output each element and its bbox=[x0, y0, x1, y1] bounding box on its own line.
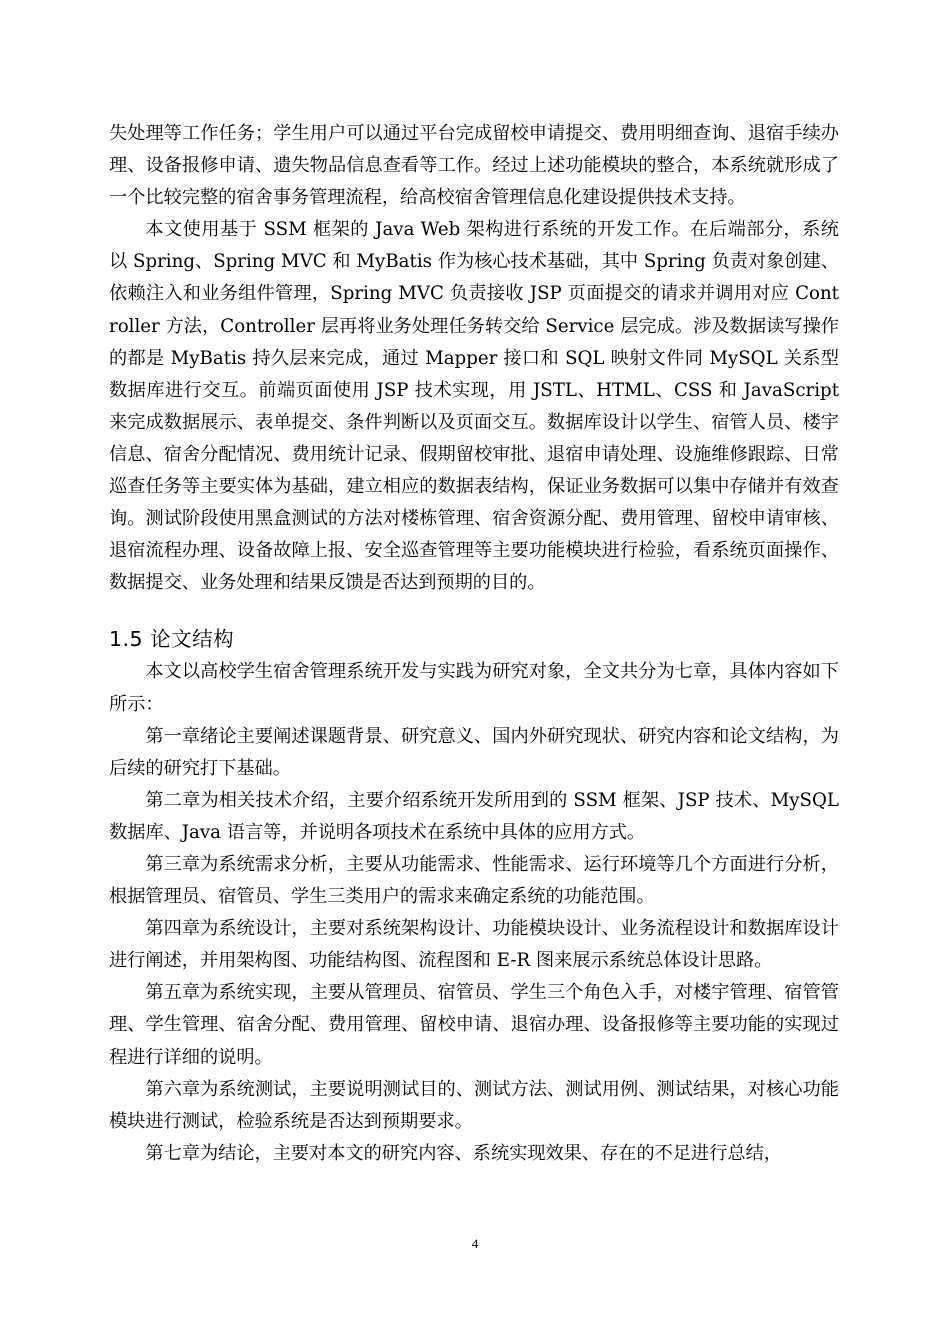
paragraph-chapter-2: 第二章为相关技术介绍，主要介绍系统开发所用到的 SSM 框架、JSP 技术、MySQL 数据库、Java 语言等，并说明各项技术在系统中具体的应用方式。 bbox=[109, 789, 839, 843]
paragraph-chapter-5: 第五章为系统实现，主要从管理员、宿管员、学生三个角色入手，对楼宇管理、宿管管理、学生管理、宿舍分配、费用管理、留校申请、退宿办理、设备报修等主要功能的实现过程进行详细的说明。 bbox=[109, 982, 839, 1068]
paragraph-chapter-6: 第六章为系统测试，主要说明测试目的、测试方法、测试用例、测试结果，对核心功能模块进行测试，检验系统是否达到预期要求。 bbox=[109, 1078, 839, 1132]
page-number: 4 bbox=[471, 1236, 479, 1251]
paragraph-continued: 失处理等工作任务；学生用户可以通过平台完成留校申请提交、费用明细查询、退宿手续办理、设备报修申请、遗失物品信息查看等工作。经过上述功能模块的整合，本系统就形成了一个比较完整的宿舍事务管理流程，给高校宿舍管理信息化建设提供技术支持。 bbox=[109, 123, 839, 209]
paragraph-tech-stack: 本文使用基于 SSM 框架的 Java Web 架构进行系统的开发工作。在后端部分，系统以 Spring、Spring MVC 和 MyBatis 作为核心技术基础，其中 Spring 负责对象创建、依赖注入和业务组件管理，Spring MVC 负责接收 JSP 页面提交的请求并调用对应 Controller 方法，Controller 层再将业务处理任务转交给 Service 层完成。涉及数据读写操作的都是 MyBatis 持久层来完成，通过 Mapper 接口和 SQL 映射文件同 MySQL 关系型数据库进行交互。前端页面使用 JSP 技术实现，用 JSTL、HTML、CSS 和 JavaScript 来完成数据展示、表单提交、条件判断以及页面交互。数据库设计以学生、宿管人员、楼宇信息、宿舍分配情况、费用统计记录、假期留校审批、退宿申请处理、设施维修跟踪、日常巡查任务等主要实体为基础，建立相应的数据表结构，保证业务数据可以集中存储并有效查询。测试阶段使用黑盒测试的方法对楼栋管理、宿舍资源分配、费用管理、留校申请审核、退宿流程办理、设备故障上报、安全巡查管理等主要功能模块进行检验，看系统页面操作、数据提交、业务处理和结果反馈是否达到预期的目的。 bbox=[109, 219, 839, 594]
paragraph-chapter-3: 第三章为系统需求分析，主要从功能需求、性能需求、运行环境等几个方面进行分析，根据管理员、宿管员、学生三类用户的需求来确定系统的功能范围。 bbox=[109, 853, 839, 908]
paragraph-chapter-7: 第七章为结论，主要对本文的研究内容、系统实现效果、存在的不足进行总结， bbox=[145, 1142, 782, 1164]
paragraph-chapter-1: 第一章绪论主要阐述课题背景、研究意义、国内外研究现状、研究内容和论文结构，为后续的研究打下基础。 bbox=[109, 725, 839, 779]
section-heading: 1.5 论文结构 bbox=[109, 627, 235, 652]
paragraph-structure-intro: 本文以高校学生宿舍管理系统开发与实践为研究对象，全文共分为七章，具体内容如下所示： bbox=[109, 661, 839, 715]
paragraph-chapter-4: 第四章为系统设计，主要对系统架构设计、功能模块设计、业务流程设计和数据库设计进行阐述，并用架构图、功能结构图、流程图和 E-R 图来展示系统总体设计思路。 bbox=[109, 918, 839, 972]
page-body bbox=[109, 118, 839, 1170]
